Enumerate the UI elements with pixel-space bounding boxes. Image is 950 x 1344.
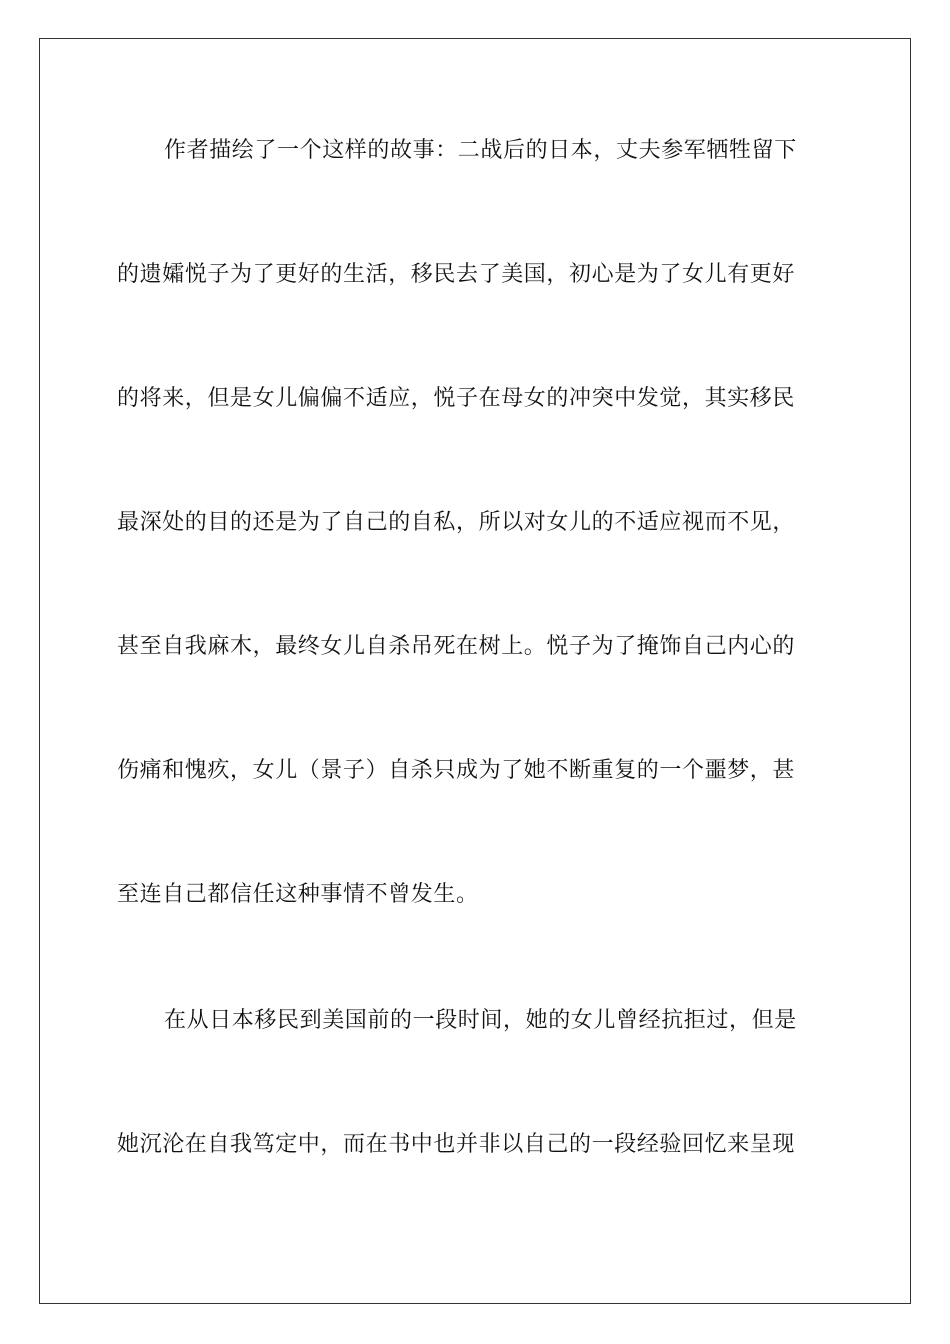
paragraph-1-line-4: 最深处的目的还是为了自己的自私，所以对女儿的不适应视而不见， [117, 510, 796, 535]
paragraph-2-line-1: 在从日本移民到美国前的一段时间，她的女儿曾经抗拒过，但是 [164, 1008, 797, 1033]
paragraph-2-line-2: 她沉沦在自我笃定中，而在书中也并非以自己的一段经验回忆来呈现 [117, 1132, 796, 1157]
paragraph-1-line-7: 至连自己都信任这种事情不曾发生。 [117, 882, 479, 907]
page-border [39, 38, 911, 1304]
paragraph-1-line-1: 作者描绘了一个这样的故事：二战后的日本，丈夫参军牺牲留下 [164, 138, 797, 163]
paragraph-1-line-3: 的将来，但是女儿偏偏不适应，悦子在母女的冲突中发觉，其实移民 [117, 386, 796, 411]
paragraph-1-line-6: 伤痛和愧疚，女儿（景子）自杀只成为了她不断重复的一个噩梦，甚 [117, 758, 796, 783]
paragraph-1-line-2: 的遗孀悦子为了更好的生活，移民去了美国，初心是为了女儿有更好 [117, 262, 796, 287]
paragraph-1-line-5: 甚至自我麻木，最终女儿自杀吊死在树上。悦子为了掩饰自己内心的 [117, 634, 796, 659]
